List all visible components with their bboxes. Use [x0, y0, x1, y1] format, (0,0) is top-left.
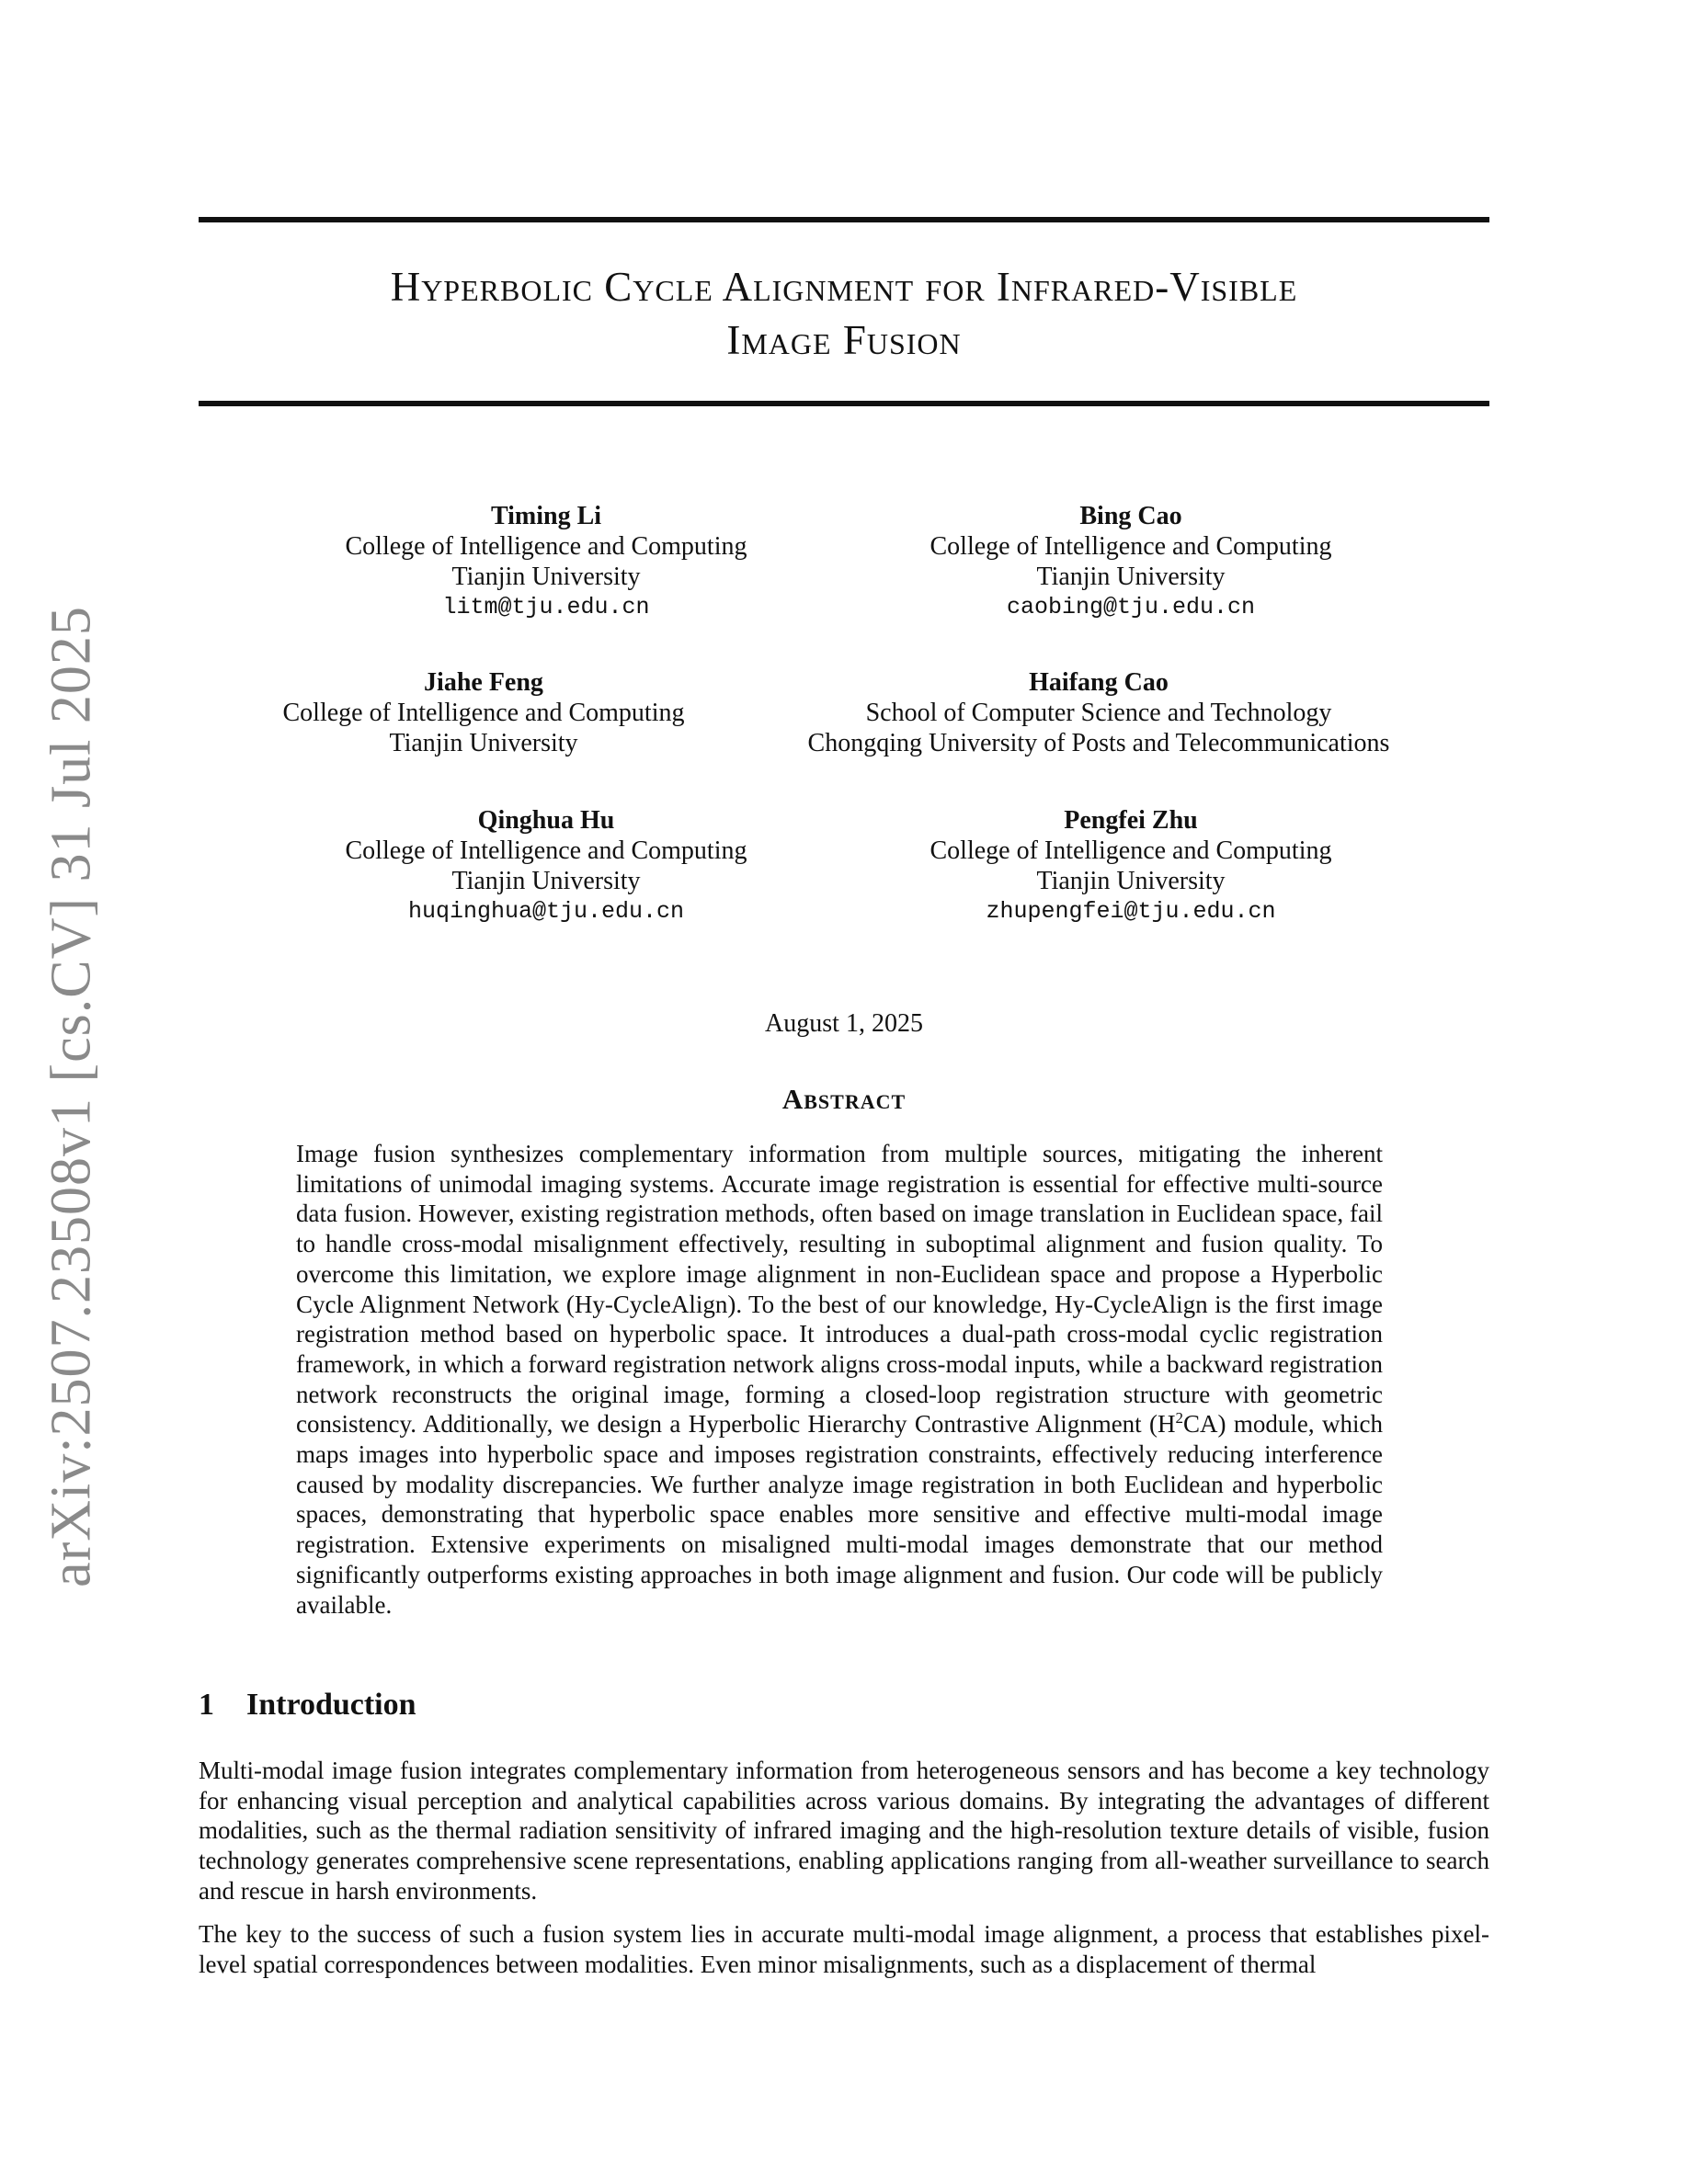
author-block: [781, 667, 1416, 758]
author-block: [901, 805, 1361, 927]
author-affiliation: College of Intelligence and Computing: [930, 532, 1332, 561]
author-email[interactable]: caobing@tju.edu.cn: [1006, 594, 1256, 620]
author-institution: Tianjin University: [451, 867, 641, 895]
author-institution: Tianjin University: [1036, 563, 1226, 591]
abstract-text: [296, 1139, 1383, 1620]
author-affiliation: College of Intelligence and Computing: [345, 532, 747, 561]
author-name: Qinghua Hu: [477, 806, 615, 835]
author-email[interactable]: litm@tju.edu.cn: [442, 594, 650, 620]
superscript-two: 2: [1175, 1409, 1184, 1428]
author-email[interactable]: huqinghua@tju.edu.cn: [407, 898, 685, 925]
author-name: Pengfei Zhu: [1064, 806, 1198, 835]
section-heading: [199, 1688, 416, 1723]
author-email[interactable]: zhupengfei@tju.edu.cn: [986, 898, 1276, 925]
author-affiliation: College of Intelligence and Computing: [930, 836, 1332, 865]
author-name: Haifang Cao: [1029, 668, 1169, 697]
author-block: [316, 501, 776, 622]
author-block: [901, 501, 1361, 622]
author-institution: Tianjin University: [451, 563, 641, 591]
author-affiliation: College of Intelligence and Computing: [282, 699, 685, 727]
author-institution: Tianjin University: [389, 729, 578, 757]
body-paragraph: The key to the success of such a fusion system lies in accurate multi-modal image alignment, a process that establishes pixel-level spatial correspondences between modalities. Even minor misalignments, such as a displacement of thermal: [199, 1920, 1489, 1978]
title-line-2: Image Fusion: [726, 317, 962, 363]
title-rule-bottom: [199, 401, 1489, 406]
arxiv-stamp: arXiv:2507.23508v1 [cs.CV] 31 Jul 2025: [40, 606, 103, 1587]
paper-title: [199, 260, 1489, 367]
author-block: [254, 667, 713, 758]
section-number: 1: [199, 1688, 214, 1722]
abstract-heading: Abstract: [781, 1083, 907, 1115]
author-institution: Chongqing University of Posts and Telecommunications: [807, 729, 1390, 757]
title-rule-top: [199, 217, 1489, 222]
author-name: Timing Li: [490, 502, 602, 530]
author-affiliation: College of Intelligence and Computing: [345, 836, 747, 865]
title-line-1: Hyperbolic Cycle Alignment for Infrared-Visible: [390, 264, 1298, 310]
section-title: Introduction: [246, 1688, 416, 1722]
author-block: [316, 805, 776, 927]
abstract-text-part-2: CA) module, which maps images into hyperbolic space and imposes registration constraints, effectively reducing interference caused by modality discrepancies. We further analyze image registration in both Euclidean and hyperbolic spaces, demonstrating that hyperbolic space enables more sensitive and effective multi-modal image registration. Extensive experiments on misaligned multi-modal images demonstrate that our method significantly outperforms existing approaches in both image alignment and fusion. Our code will be publicly available.: [296, 1410, 1383, 1619]
body-paragraph: Multi-modal image fusion integrates complementary information from heterogeneous sensors and has become a key technology for enhancing visual perception and analytical capabilities across various domains. By integrating the advantages of different modalities, such as the thermal radiation sensitivity of infrared imaging and the high-resolution texture details of visible, fusion technology generates comprehensive scene representations, enabling applications ranging from all-weather surveillance to search and rescue in harsh environments.: [199, 1757, 1489, 1905]
paper-date: August 1, 2025: [765, 1009, 923, 1038]
author-name: Bing Cao: [1079, 502, 1182, 530]
abstract-text-part-1: Image fusion synthesizes complementary information from multiple sources, mitigating the inherent limitations of unimodal imaging systems. Accurate image registration is essential for effective multi-source data fusion. However, existing registration methods, often based on image translation in Euclidean space, fail to handle cross-modal misalignment effectively, resulting in suboptimal alignment and fusion quality. To overcome this limitation, we explore image alignment in non-Euclidean space and propose a Hyperbolic Cycle Alignment Network (Hy-CycleAlign). To the best of our knowledge, Hy-CycleAlign is the first image registration method based on hyperbolic space. It introduces a dual-path cross-modal cyclic registration framework, in which a forward registration network aligns cross-modal inputs, while a backward registration network reconstructs the original image, forming a closed-loop registration structure with geometric consistency. Additionally, we design a Hyperbolic Hierarchy Contrastive Alignment (H: [296, 1140, 1383, 1439]
author-institution: Tianjin University: [1036, 867, 1226, 895]
author-name: Jiahe Feng: [424, 668, 543, 697]
author-affiliation: School of Computer Science and Technology: [865, 699, 1332, 727]
